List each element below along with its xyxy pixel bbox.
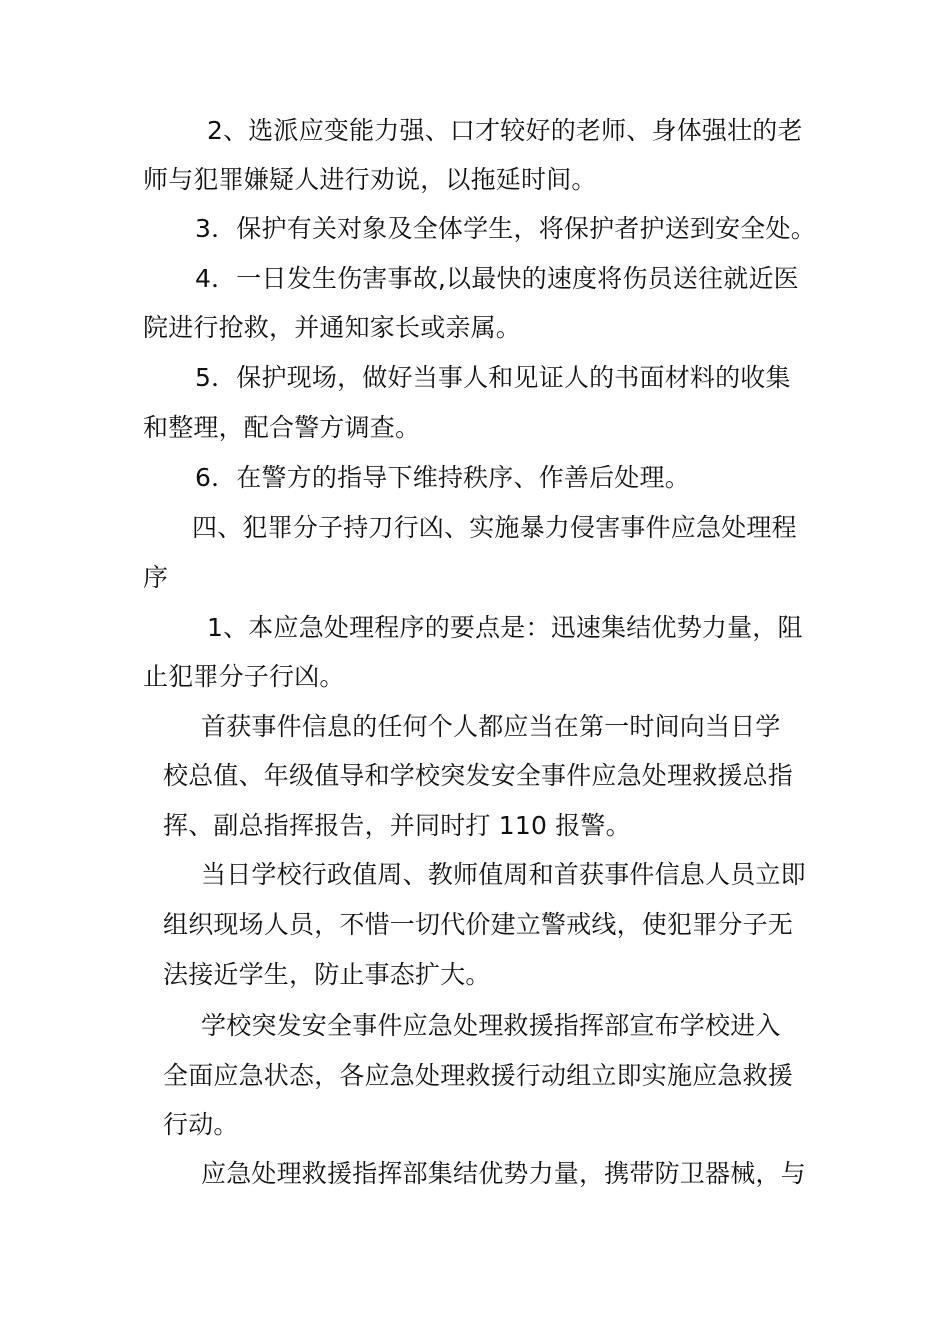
text-line: 校总值、年级值导和学校突发安全事件应急处理救援总指: [163, 761, 794, 790]
text-line: 学校突发安全事件应急处理救援指挥部宣布学校进入: [201, 1011, 781, 1040]
text-line: 院进行抢救，并通知家长或亲属。: [143, 313, 522, 342]
text-line: 6．在警方的指导下维持秩序、作善后处理。: [195, 463, 690, 492]
text-line: 止犯罪分子行凶。: [143, 662, 345, 691]
text-line: 组织现场人员，不惜一切代价建立警戒线，使犯罪分子无: [163, 910, 794, 939]
text-line: 和整理，配合警方调查。: [143, 413, 421, 442]
text-line: 当日学校行政值周、教师值周和首获事件信息人员立即: [201, 860, 806, 889]
text-line: 应急处理救援指挥部集结优势力量，携带防卫器械，与: [201, 1159, 806, 1188]
text-line: 行动。: [163, 1110, 239, 1139]
text-line: 1、本应急处理程序的要点是：迅速集结优势力量，阻: [207, 613, 803, 642]
text-line: 法接近学生，防止事态扩大。: [163, 960, 491, 989]
text-line: 首获事件信息的任何个人都应当在第一时间向当日学: [201, 712, 781, 741]
text-line: 3．保护有关对象及全体学生，将保护者护送到安全处。: [195, 214, 816, 243]
section-heading-line: 四、犯罪分子持刀行凶、实施暴力侵害事件应急处理程: [192, 513, 797, 542]
text-line: 全面应急状态，各应急处理救援行动组立即实施应急救援: [163, 1061, 794, 1090]
text-line: 2、选派应变能力强、口才较好的老师、身体强壮的老: [207, 116, 803, 145]
text-line: 挥、副总指挥报告，并同时打 110 报警。: [163, 811, 631, 840]
text-line: 4．一日发生伤害事故,以最快的速度将伤员送往就近医: [195, 264, 799, 293]
section-heading-line: 序: [143, 563, 169, 592]
text-line: 5．保护现场，做好当事人和见证人的书面材料的收集: [195, 363, 791, 392]
text-line: 师与犯罪嫌疑人进行劝说，以拖延时间。: [143, 165, 597, 194]
